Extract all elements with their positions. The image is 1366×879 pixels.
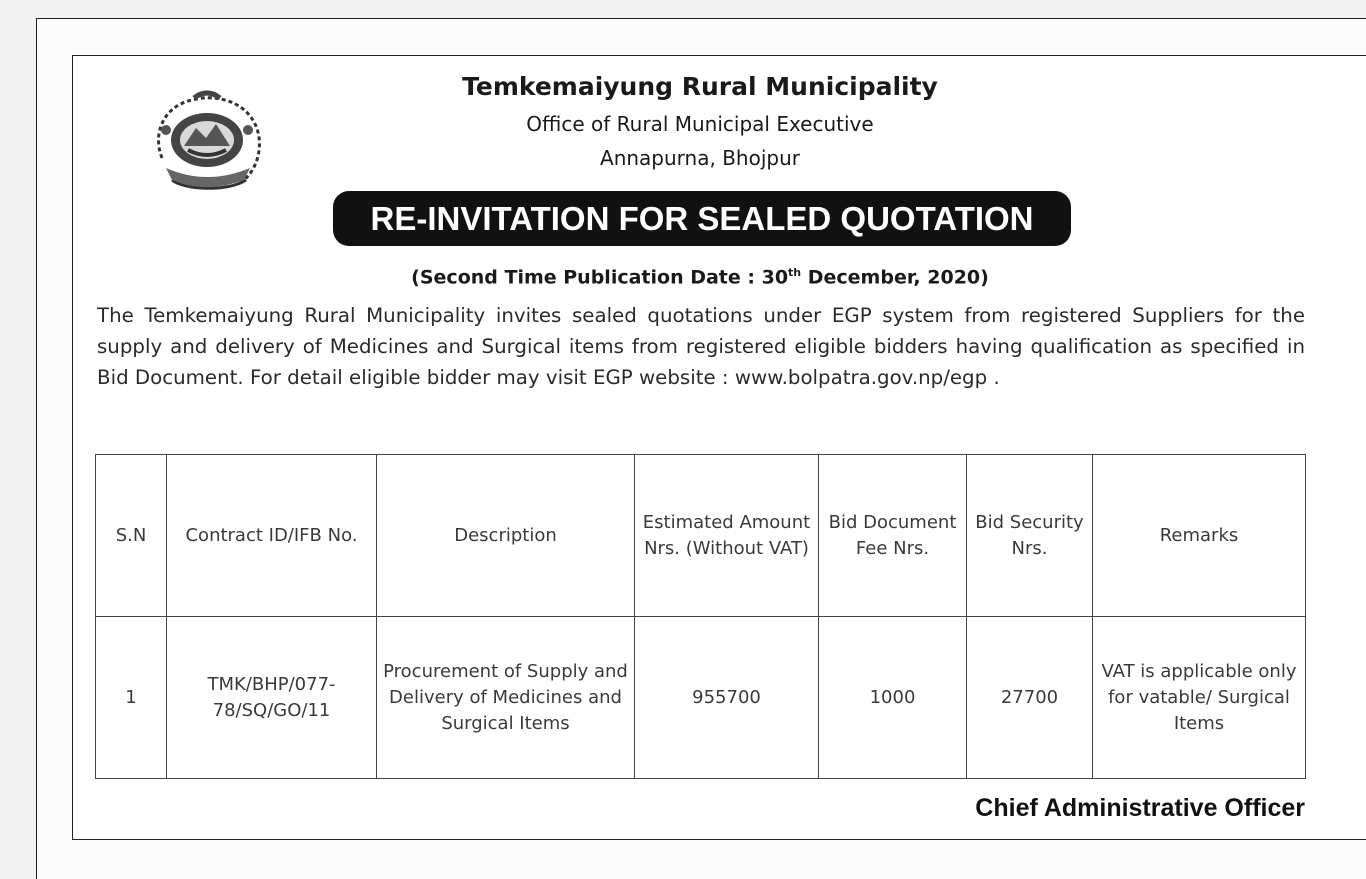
col-header-remarks: Remarks: [1093, 455, 1306, 617]
col-header-fee: Bid Document Fee Nrs.: [819, 455, 967, 617]
cell-security: 27700: [967, 617, 1093, 779]
col-header-sn: S.N: [96, 455, 167, 617]
cell-description: Procurement of Supply and Delivery of Medicines and Surgical Items: [377, 617, 635, 779]
municipality-name: Temkemaiyung Rural Municipality: [462, 72, 938, 101]
publication-date-prefix: (Second Time Publication Date : 30: [411, 266, 789, 289]
table-header-row: [96, 455, 1306, 617]
cell-fee: 1000: [819, 617, 967, 779]
office-location: Annapurna, Bhojpur: [600, 146, 800, 170]
publication-date-suffix: December, 2020): [801, 266, 989, 289]
cell-contract: TMK/BHP/077-78/SQ/GO/11: [167, 617, 377, 779]
publication-date: [0, 266, 1366, 288]
office-name: Office of Rural Municipal Executive: [526, 112, 874, 136]
col-header-estimated: Estimated Amount Nrs. (Without VAT): [635, 455, 819, 617]
bid-table: [95, 454, 1306, 779]
col-header-contract: Contract ID/IFB No.: [167, 455, 377, 617]
notice-title-banner: RE-INVITATION FOR SEALED QUOTATION: [333, 191, 1071, 246]
col-header-description: Description: [377, 455, 635, 617]
signatory: Chief Administrative Officer: [975, 794, 1305, 822]
col-header-security: Bid Security Nrs.: [967, 455, 1093, 617]
cell-remarks: VAT is applicable only for vatable/ Surgical Items: [1093, 617, 1306, 779]
invitation-paragraph: The Temkemaiyung Rural Municipality invites sealed quotations under EGP system from registered Suppliers for the supply and delivery of Medicines and Surgical items from registered eligible bidders having qualification as specified in Bid Document. For detail eligible bidder may visit EGP website : www.bolpatra.gov.np/egp .: [97, 304, 1305, 389]
publication-date-superscript: th: [788, 266, 802, 279]
cell-estimated: 955700: [635, 617, 819, 779]
municipality-emblem-icon: [144, 88, 270, 194]
table-row: [96, 617, 1306, 779]
cell-sn: 1: [96, 617, 167, 779]
